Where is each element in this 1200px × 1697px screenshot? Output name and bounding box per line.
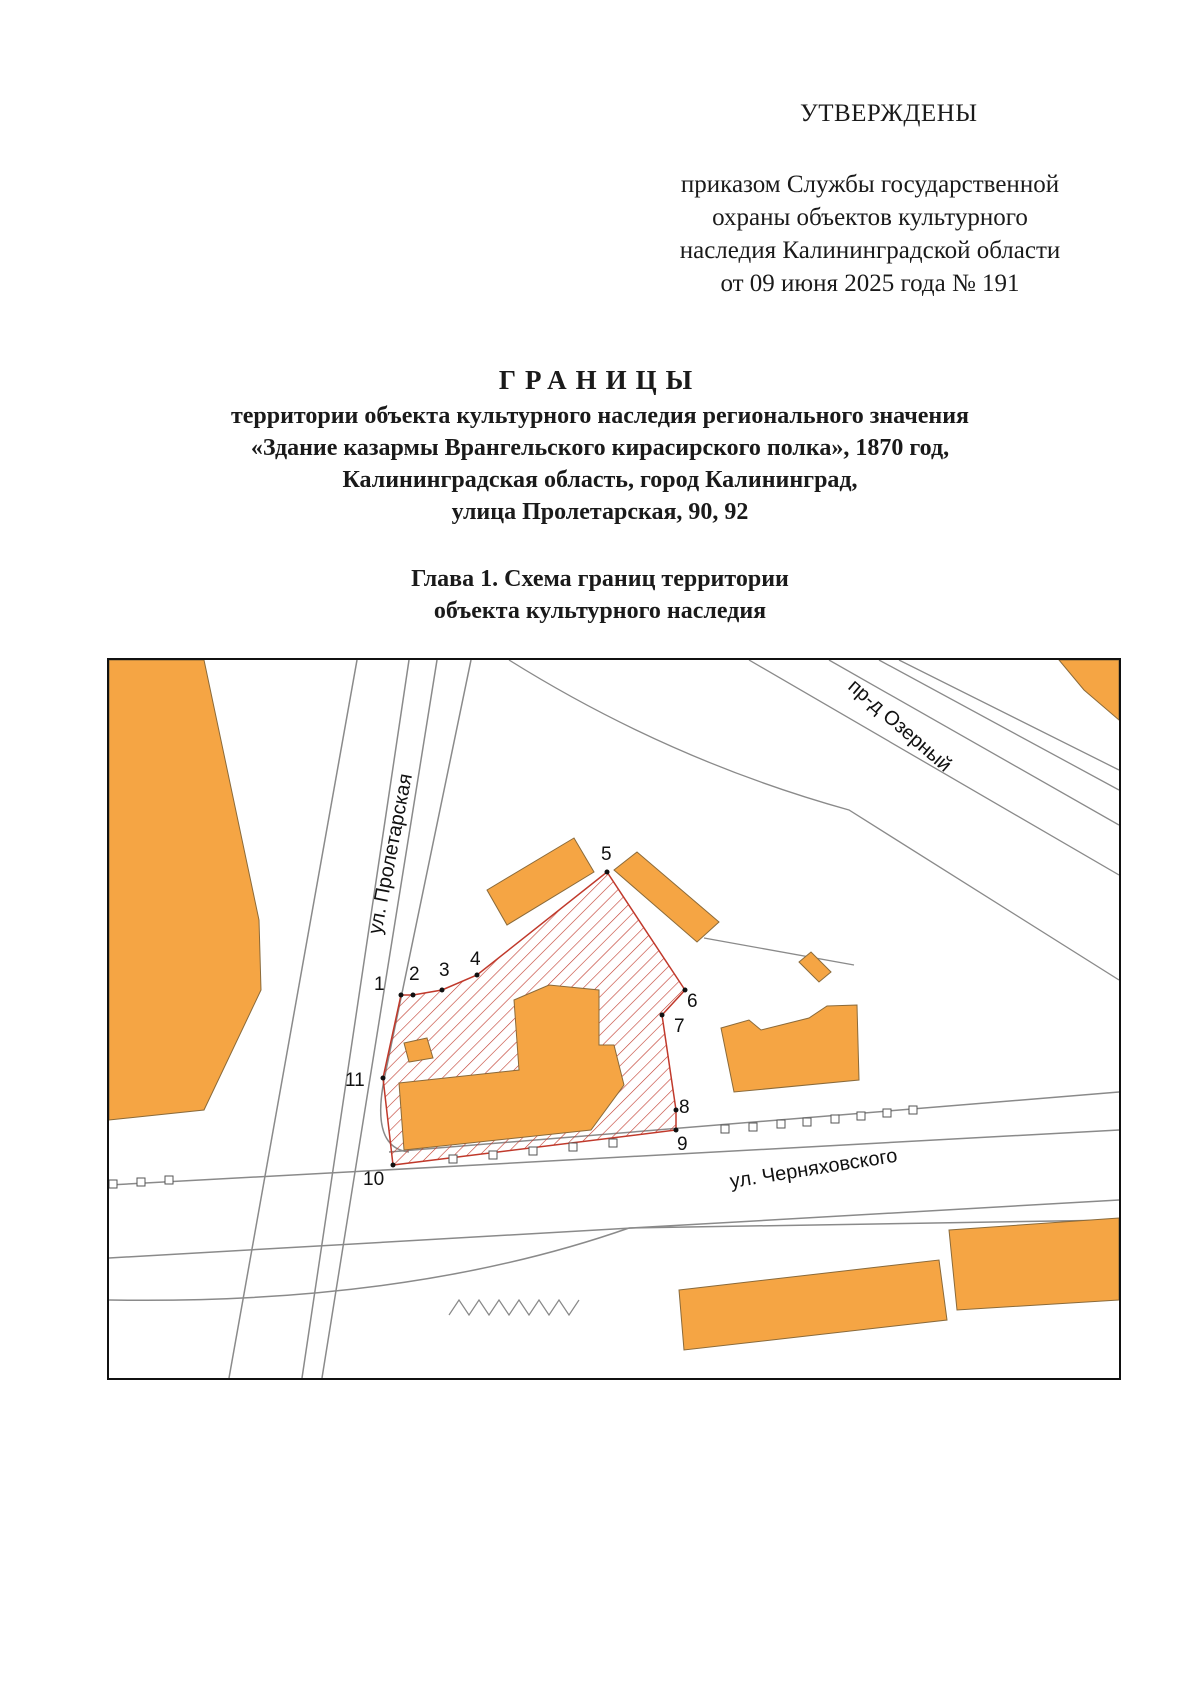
approval-heading: УТВЕРЖДЕНЫ	[800, 100, 978, 127]
approval-order-line: приказом Службы государственной	[680, 171, 1060, 198]
building-east	[721, 1005, 859, 1092]
boundary-point-label-3: 3	[439, 960, 450, 981]
boundary-point-label-7: 7	[674, 1016, 685, 1037]
approval-order-line: от 09 июня 2025 года № 191	[720, 270, 1020, 297]
approval-order-line: охраны объектов культурного	[712, 204, 1028, 231]
title-line: территории объекта культурного наследия регионального значения	[230, 403, 970, 429]
street-label-proletarskaya: ул. Пролетарская	[364, 771, 418, 936]
boundary-point-label-4: 4	[470, 949, 481, 970]
building-south-east-far	[949, 1218, 1119, 1310]
boundary-point-label-9: 9	[677, 1134, 688, 1155]
terrain-zigzag	[449, 1300, 579, 1315]
building-top-right	[1059, 660, 1119, 720]
title-line: улица Пролетарская, 90, 92	[451, 499, 749, 525]
building-left-large	[109, 660, 261, 1120]
boundary-point-label-11: 11	[345, 1070, 365, 1091]
approval-order-line: наследия Калининградской области	[679, 237, 1061, 264]
chapter-line: Глава 1. Схема границ территории	[411, 566, 789, 592]
building-south-east	[679, 1260, 947, 1350]
chapter-heading	[100, 563, 1100, 627]
approval-order	[620, 168, 1120, 300]
boundary-point-label-2: 2	[409, 964, 420, 985]
title-main: ГРАНИЦЫ	[498, 365, 702, 395]
street-label-chernyakhovskogo: ул. Черняховского	[728, 1144, 899, 1193]
boundary-point-label-10: 10	[363, 1169, 385, 1190]
boundary-point-label-6: 6	[687, 991, 698, 1012]
title-line: Калининградская область, город Калининград,	[342, 467, 858, 493]
boundary-point-label-8: 8	[679, 1097, 690, 1118]
chapter-line: объекта культурного наследия	[433, 598, 767, 624]
map-svg	[109, 660, 1119, 1378]
boundary-map	[107, 658, 1121, 1380]
title-line: «Здание казармы Врангельского кирасирского полка», 1870 год,	[250, 435, 950, 461]
street-label-ozerny: пр-д Озерный	[843, 675, 956, 777]
boundary-point-label-5: 5	[601, 844, 612, 865]
document-title	[100, 365, 1100, 528]
boundary-point-label-1: 1	[374, 974, 385, 995]
